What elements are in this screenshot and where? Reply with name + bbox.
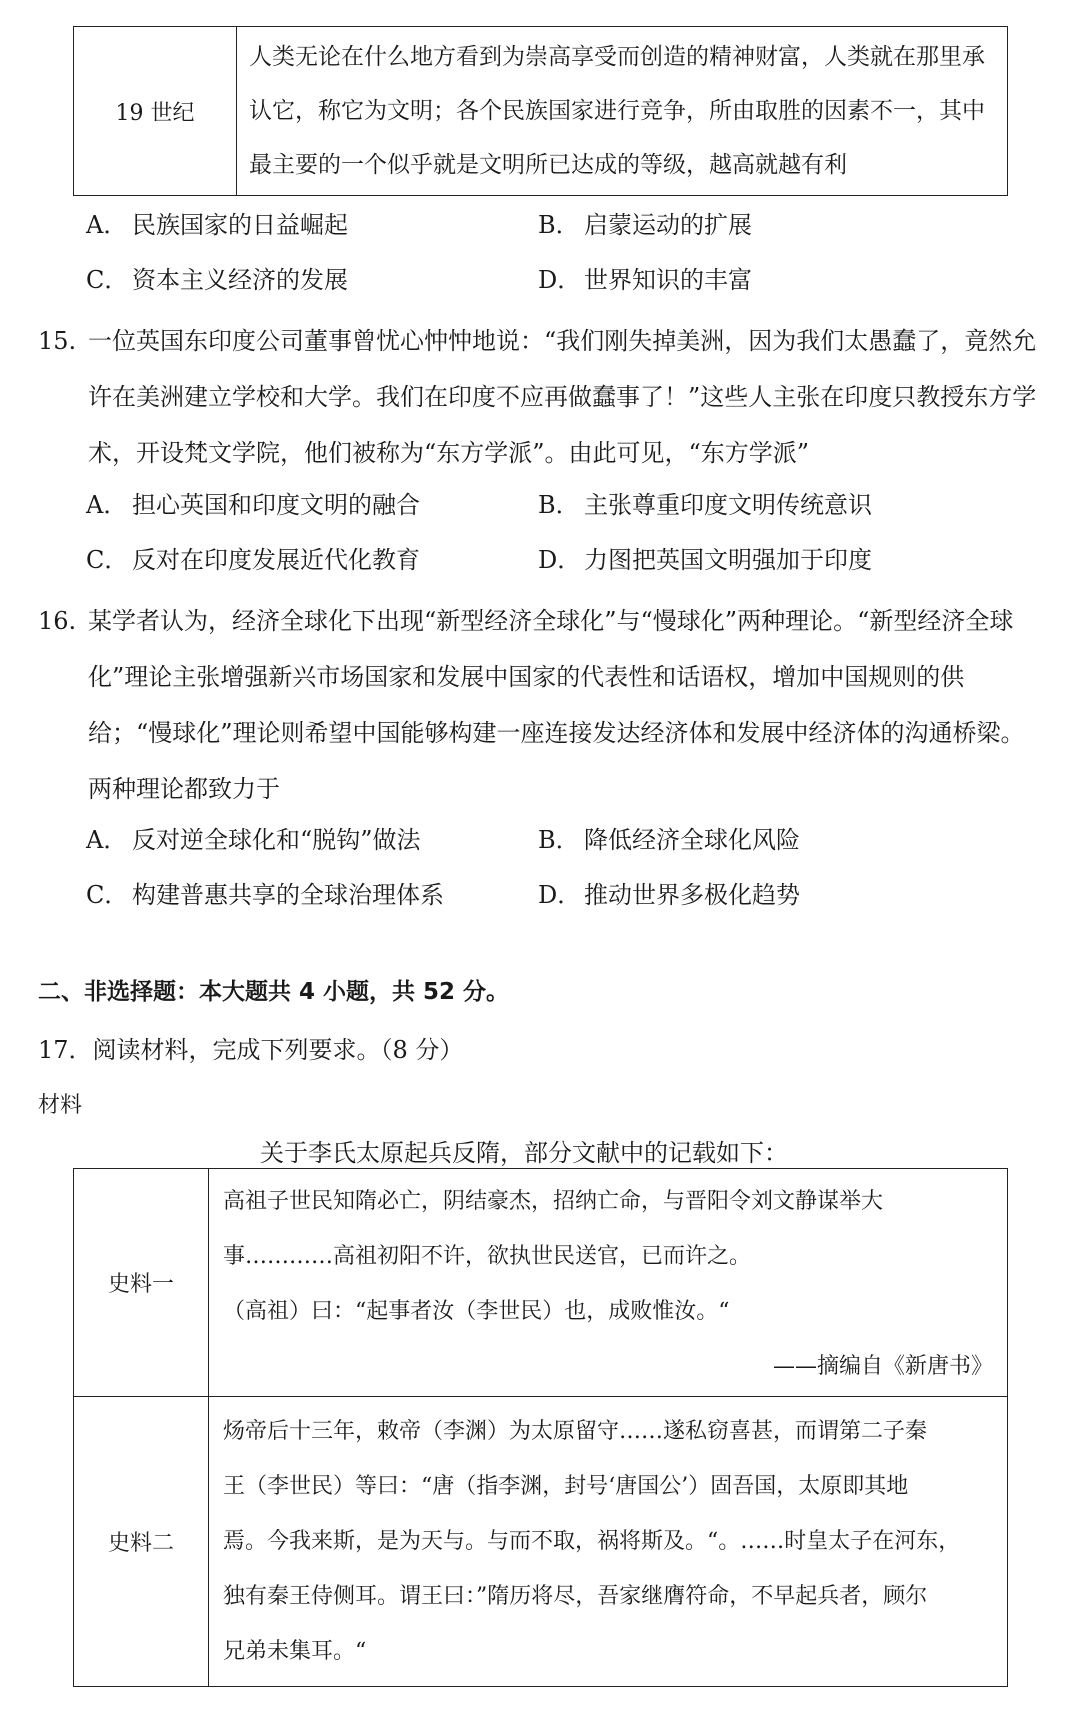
question-number: 15. <box>38 327 77 355</box>
question-15 <box>38 313 1048 481</box>
q14-option-b[interactable]: B． 启蒙运动的扩展 <box>538 211 752 239</box>
source-2-line: 兄弟未集耳。“ <box>223 1639 367 1664</box>
source-2-line: 炀帝后十三年，敕帝（李渊）为太原留守……遂私窃喜甚，而谓第二子秦 <box>223 1419 928 1444</box>
source-2-line: 独有秦王侍侧耳。谓王曰：”隋历将尽，吾家继膺符命，不早起兵者，顾尔 <box>223 1584 928 1609</box>
source-1-line: 事…………高祖初阳不许，欲执世民送官，已而许之。 <box>223 1243 752 1269</box>
source-1-line: 高祖子世民知隋必亡，阴结豪杰，招纳亡命，与晋阳令刘文静谋举大 <box>223 1188 884 1214</box>
q16-option-d[interactable]: D． 推动世界多极化趋势 <box>538 881 800 909</box>
source-2-line: 王（李世民）等曰：“唐（指李渊，封号‘唐国公’）固吾国，太原即其地 <box>223 1474 909 1499</box>
source-row-1 <box>74 1169 1008 1397</box>
question-stem: 一位英国东印度公司董事曾忧心忡忡地说：“我们刚失掉美洲，因为我们太愚蠢了，竟然允许在美洲建立学校和大学。我们在印度不应再做蠢事了！”这些人主张在印度只教授东方学术，开设梵文学院，他们被称为“东方学派”。由此可见，“东方学派” <box>88 327 1037 467</box>
q16-option-b[interactable]: B． 降低经济全球化风险 <box>538 826 800 854</box>
q15-option-c[interactable]: C． 反对在印度发展近代化教育 <box>86 546 420 574</box>
q14-option-c[interactable]: C． 资本主义经济的发展 <box>86 266 348 294</box>
source-row-2 <box>74 1397 1008 1687</box>
top-table-text: 人类无论在什么地方看到为崇高享受而创造的精神财富，人类就在那里承认它，称它为文明；各个民族国家进行竞争，所由取胜的因素不一，其中最主要的一个似乎就是文明所已达成的等级，越高就越有利 <box>237 27 1008 196</box>
material-caption: 关于李氏太原起兵反隋，部分文献中的记载如下： <box>260 1139 788 1167</box>
source-1-label: 史料一 <box>74 1169 209 1397</box>
q16-option-c[interactable]: C． 构建普惠共享的全球治理体系 <box>86 881 444 909</box>
q15-option-d[interactable]: D． 力图把英国文明强加于印度 <box>538 546 872 574</box>
q15-option-b[interactable]: B． 主张尊重印度文明传统意识 <box>538 491 872 519</box>
question-stem: 某学者认为，经济全球化下出现“新型经济全球化”与“慢球化”两种理论。“新型经济全球化”理论主张增强新兴市场国家和发展中国家的代表性和话语权，增加中国规则的供给；“慢球化”理论则希望中国能够构建一座连接发达经济体和发展中经济体的沟通桥梁。两种理论都致力于 <box>88 607 1025 803</box>
question-number: 16. <box>38 607 77 635</box>
question-16 <box>38 593 1048 817</box>
source-1-body <box>209 1169 1008 1397</box>
q14-option-d[interactable]: D． 世界知识的丰富 <box>538 266 752 294</box>
top-table-label: 19 世纪 <box>74 27 237 196</box>
q16-option-a[interactable]: A． 反对逆全球化和“脱钩”做法 <box>86 826 421 854</box>
top-material-table <box>73 26 1008 196</box>
question-17-intro: 17．阅读材料，完成下列要求。（8 分） <box>38 1036 464 1064</box>
source-2-body <box>209 1397 1008 1687</box>
material-label: 材料 <box>38 1093 83 1118</box>
source-2-line: 焉。今我来斯，是为天与。与而不取，祸将斯及。“。……时皇太子在河东， <box>223 1529 961 1554</box>
section-heading: 二、非选择题：本大题共 4 小题，共 52 分。 <box>38 979 510 1005</box>
source-2-label: 史料二 <box>74 1397 209 1687</box>
q14-option-a[interactable]: A． 民族国家的日益崛起 <box>86 211 348 239</box>
source-material-table <box>73 1168 1008 1687</box>
q15-option-a[interactable]: A． 担心英国和印度文明的融合 <box>86 491 420 519</box>
source-1-line: （高祖）曰：“起事者汝（李世民）也，成败惟汝。“ <box>223 1298 730 1324</box>
source-1-citation: ——摘编自《新唐书》 <box>772 1353 993 1379</box>
